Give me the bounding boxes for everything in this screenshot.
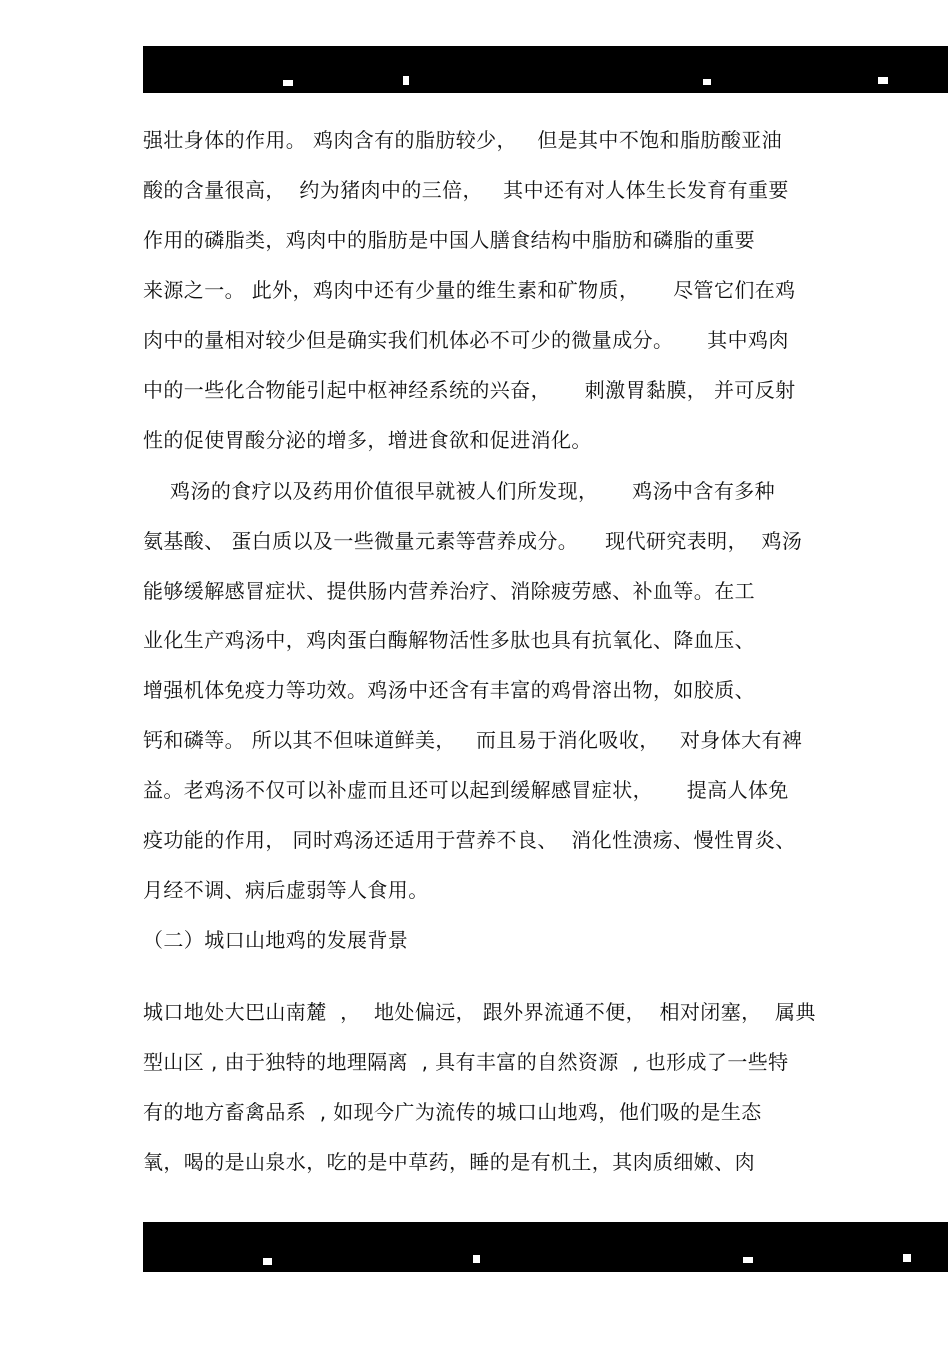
redaction-speck: [283, 80, 293, 86]
redaction-speck: [743, 1257, 753, 1263]
body-line: 性的促使胃酸分泌的增多，增进食欲和促进消化。: [143, 428, 592, 452]
body-line: 氧，喝的是山泉水，吃的是中草药，睡的是有机土，其肉质细嫩、肉: [143, 1150, 755, 1174]
section-heading: （二）城口山地鸡的发展背景: [143, 928, 409, 952]
redaction-speck: [878, 77, 888, 84]
body-line: 中的一些化合物能引起中枢神经系统的兴奋， 刺激胃黏膜， 并可反射: [143, 378, 796, 402]
redaction-speck: [473, 1255, 480, 1263]
body-line: 型山区 , 由于独特的地理隔离 , 具有丰富的自然资源 , 也形成了一些特: [143, 1050, 789, 1074]
body-line: 肉中的量相对较少但是确实我们机体必不可少的微量成分。 其中鸡肉: [143, 328, 789, 352]
body-line: 月经不调、病后虚弱等人食用。: [143, 878, 429, 902]
body-line: 业化生产鸡汤中，鸡肉蛋白酶解物活性多肽也具有抗氧化、降血压、: [143, 628, 755, 652]
body-line: 城口地处大巴山南麓 ， 地处偏远， 跟外界流通不便， 相对闭塞， 属典: [143, 1000, 816, 1024]
redaction-speck: [703, 79, 711, 85]
body-line: 益。老鸡汤不仅可以补虚而且还可以起到缓解感冒症状， 提高人体免: [143, 778, 789, 802]
body-line: 增强机体免疫力等功效。鸡汤中还含有丰富的鸡骨溶出物，如胶质、: [143, 678, 755, 702]
body-line: 鸡汤的食疗以及药用价值很早就被人们所发现， 鸡汤中含有多种: [143, 479, 776, 503]
redaction-speck: [403, 76, 409, 85]
body-line: 作用的磷脂类，鸡肉中的脂肪是中国人膳食结构中脂肪和磷脂的重要: [143, 228, 755, 252]
body-line: 酸的含量很高， 约为猪肉中的三倍， 其中还有对人体生长发育有重要: [143, 178, 789, 202]
redacted-header-text: [143, 46, 948, 93]
redaction-speck: [263, 1258, 272, 1265]
body-line: 有的地方畜禽品系 , 如现今广为流传的城口山地鸡，他们吸的是生态: [143, 1100, 762, 1124]
body-line: 钙和磷等。 所以其不但味道鲜美， 而且易于消化吸收， 对身体大有裨: [143, 728, 803, 752]
body-line: 强壮身体的作用。 鸡肉含有的脂肪较少， 但是其中不饱和脂肪酸亚油: [143, 128, 783, 152]
redacted-footer-text: [143, 1222, 948, 1272]
redaction-speck: [903, 1254, 911, 1262]
body-line: 疫功能的作用， 同时鸡汤还适用于营养不良、 消化性溃疡、慢性胃炎、: [143, 828, 796, 852]
body-line: 能够缓解感冒症状、提供肠内营养治疗、消除疲劳感、补血等。在工: [143, 579, 755, 603]
body-line: 来源之一。 此外，鸡肉中还有少量的维生素和矿物质， 尽管它们在鸡: [143, 278, 796, 302]
body-line: 氨基酸、 蛋白质以及一些微量元素等营养成分。 现代研究表明， 鸡汤: [143, 529, 803, 553]
